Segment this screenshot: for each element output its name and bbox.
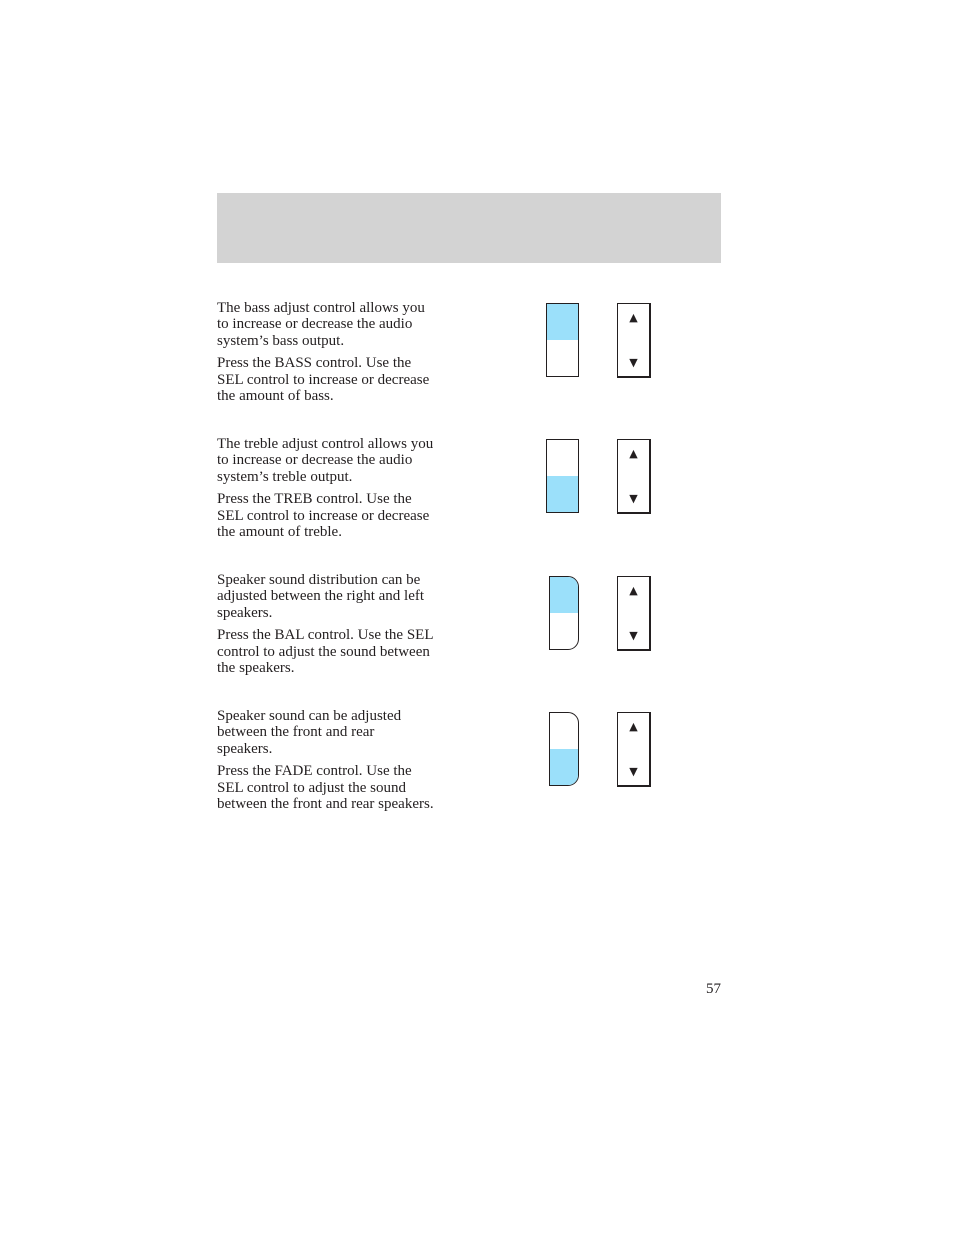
- bass-sel-control[interactable]: [617, 303, 651, 378]
- up-arrow-icon[interactable]: ▲: [629, 447, 638, 460]
- bass-paragraph-1: The bass adjust control allows you to increase or decrease the audio system’s bass output.: [217, 300, 425, 349]
- treble-paragraph-1: The treble adjust control allows you to increase or decrease the audio system’s treble output.: [217, 436, 434, 485]
- fade-sel-control[interactable]: [617, 712, 651, 787]
- balance-paragraph-2: Press the BAL control. Use the SEL control to adjust the sound between the speakers.: [217, 627, 434, 677]
- balance-paragraph-1: Speaker sound distribution can be adjusted between the right and left speakers.: [217, 572, 425, 621]
- fade-level-indicator: [549, 712, 579, 786]
- up-arrow-icon[interactable]: ▲: [629, 720, 638, 733]
- bass-section: [217, 300, 721, 436]
- fade-level-fill: [550, 749, 578, 785]
- treble-level-fill: [547, 476, 578, 512]
- treble-sel-control[interactable]: [617, 439, 651, 514]
- down-arrow-icon[interactable]: ▼: [629, 765, 638, 778]
- page-number: 57: [706, 981, 721, 997]
- balance-section: [217, 572, 721, 708]
- up-arrow-icon[interactable]: ▲: [629, 311, 638, 324]
- down-arrow-icon[interactable]: ▼: [629, 492, 638, 505]
- fade-description: [217, 708, 517, 818]
- balance-sel-control[interactable]: [617, 576, 651, 651]
- down-arrow-icon[interactable]: ▼: [629, 356, 638, 369]
- treble-description: [217, 436, 517, 546]
- treble-section: [217, 436, 721, 572]
- treble-level-indicator: [546, 439, 579, 513]
- header-band: [217, 193, 721, 263]
- bass-level-indicator: [546, 303, 579, 377]
- balance-level-fill: [550, 577, 578, 613]
- bass-description: [217, 300, 517, 410]
- balance-level-indicator: [549, 576, 579, 650]
- treble-paragraph-2: Press the TREB control. Use the SEL control to increase or decrease the amount of treble.: [217, 491, 430, 541]
- down-arrow-icon[interactable]: ▼: [629, 629, 638, 642]
- bass-paragraph-2: Press the BASS control. Use the SEL control to increase or decrease the amount of bass.: [217, 355, 430, 405]
- bass-level-fill: [547, 304, 578, 340]
- fade-section: [217, 708, 721, 844]
- balance-description: [217, 572, 517, 682]
- fade-paragraph-2: Press the FADE control. Use the SEL control to adjust the sound between the front and rear speakers.: [217, 763, 434, 813]
- up-arrow-icon[interactable]: ▲: [629, 584, 638, 597]
- fade-paragraph-1: Speaker sound can be adjusted between the front and rear speakers.: [217, 708, 402, 757]
